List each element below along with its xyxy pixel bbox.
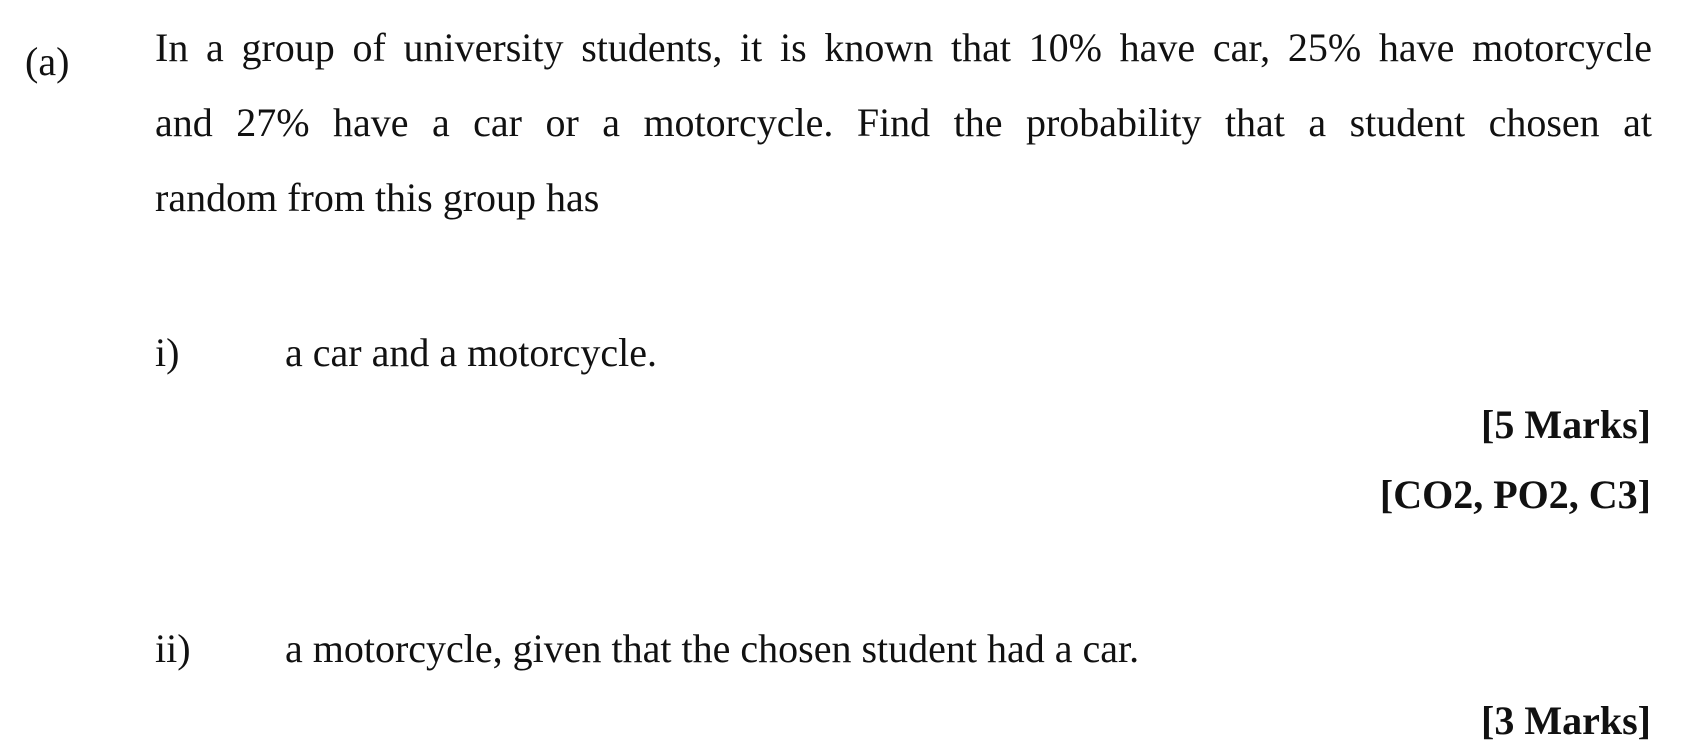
sub-question-numeral: i)	[155, 330, 180, 375]
sub-question-text: a car and a motorcycle.	[285, 330, 658, 375]
question-label: (a)	[25, 39, 70, 84]
question-line: In a group of university students, it is known that 10% have car, 25% have motorcycle	[155, 25, 1652, 70]
sub-question-numeral: ii)	[155, 626, 191, 671]
course-outcomes-label: [CO2, PO2, C3]	[1379, 472, 1651, 517]
marks-label: [5 Marks]	[1481, 402, 1651, 447]
sub-question-text: a motorcycle, given that the chosen student had a car.	[285, 626, 1140, 671]
question-line: random from this group has	[155, 175, 600, 220]
question-stem	[155, 10, 1652, 235]
marks-label: [3 Marks]	[1481, 698, 1651, 743]
question-line: and 27% have a car or a motorcycle. Find the probability that a student chosen at	[155, 100, 1652, 145]
